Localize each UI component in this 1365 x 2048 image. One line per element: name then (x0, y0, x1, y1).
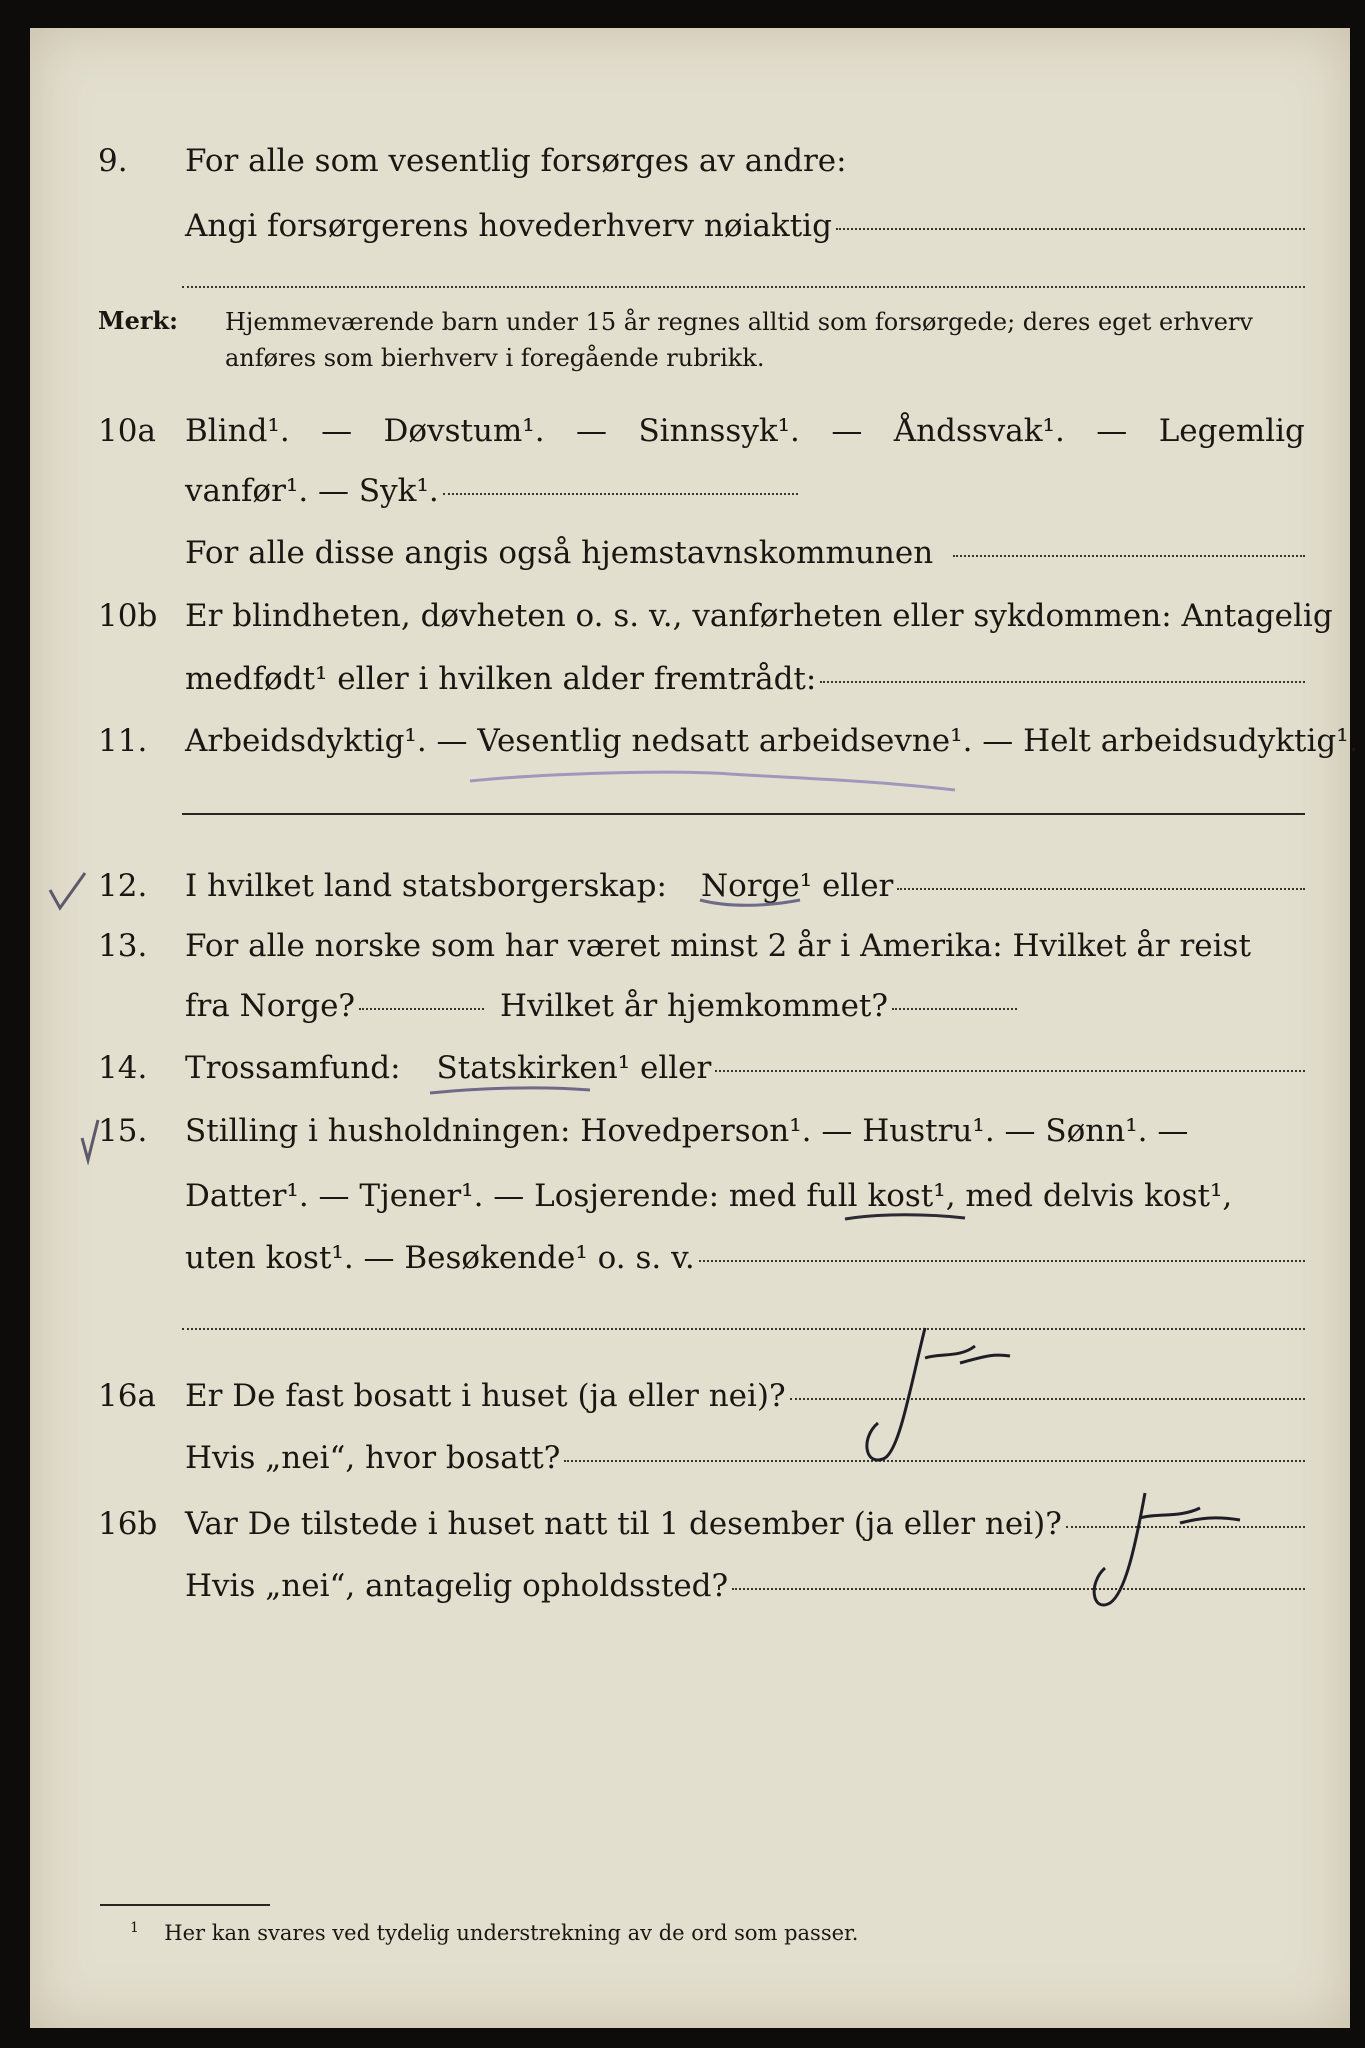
q10a-option[interactable]: Åndssvak¹. (893, 413, 1065, 449)
answer-16b-signature (1094, 1493, 1240, 1605)
q10a-separator: — (1096, 413, 1128, 449)
q10a-option[interactable]: Sinnssyk¹. (638, 413, 800, 449)
q13-right-label: Hvilket år hjemkommet? (500, 988, 889, 1024)
q15-line3: uten kost¹. — Besøkende¹ o. s. v. (185, 1240, 695, 1276)
q10a-separator: — (576, 413, 608, 449)
q12-norge[interactable]: Norge¹ eller (700, 868, 894, 904)
check-q15-mark (82, 1120, 98, 1160)
q11-text: Arbeidsdyktig¹. — Vesentlig nedsatt arbeidsevne¹. — Helt arbeidsudyktig¹. (185, 723, 1359, 759)
q10a-number: 10a (98, 413, 156, 449)
q10b-number: 10b (98, 598, 158, 634)
handwriting-layer (30, 28, 1359, 2028)
q10a-option[interactable]: Blind¹. (185, 413, 290, 449)
answer-16a-signature (867, 1328, 1010, 1460)
q15-number: 15. (98, 1113, 148, 1149)
q10a-separator: — (831, 413, 863, 449)
q12-number: 12. (98, 868, 148, 904)
q12-label: I hvilket land statsborgerskap: (185, 868, 667, 904)
q9-number: 9. (98, 143, 128, 179)
q9-provider-label: Angi forsørgerens hovederhverv nøiaktig (185, 208, 832, 244)
q16b-where-label: Hvis „nei“, antagelig opholdssted? (185, 1568, 729, 1604)
underline-q15-mark (845, 1215, 965, 1219)
q16a-number: 16a (98, 1378, 156, 1414)
q9-text: For alle som vesentlig forsørges av andre: (185, 143, 847, 179)
footnote-mark: 1 (130, 1920, 139, 1936)
q10a-separator: — (321, 413, 353, 449)
q15-text: Stilling i husholdningen: Hovedperson¹. — Hustru¹. — Sønn¹. — (185, 1113, 1189, 1149)
q13-number: 13. (98, 928, 148, 964)
census-form-page (30, 28, 1359, 2028)
q14-label: Trossamfund: (185, 1050, 401, 1086)
q15-line2: Datter¹. — Tjener¹. — Losjerende: med full kost¹, med delvis kost¹, (185, 1178, 1233, 1214)
q10a-option[interactable]: Legemlig (1158, 413, 1305, 449)
q13-left-label: fra Norge? (185, 988, 356, 1024)
q14-statskirken[interactable]: Statskirken¹ eller (436, 1050, 712, 1086)
q11-number: 11. (98, 723, 148, 759)
check-q12-mark (50, 873, 85, 908)
underline-q12-mark (700, 900, 800, 905)
footnote-text: Her kan svares ved tydelig understrekning av de ord som passer. (164, 1921, 859, 1945)
underline-q14-mark (430, 1088, 590, 1093)
q10b-text: Er blindheten, døvheten o. s. v., vanførheten eller sykdommen: Antagelig (185, 598, 1333, 634)
underline-q11-mark (470, 772, 955, 790)
q10a-line2: vanfør¹. — Syk¹. (185, 473, 439, 509)
merk-label: Merk: (98, 306, 178, 335)
q16a-where-label: Hvis „nei“, hvor bosatt? (185, 1440, 561, 1476)
q13-text: For alle norske som har været minst 2 år i Amerika: Hvilket år reist (185, 928, 1251, 964)
q16b-number: 16b (98, 1506, 158, 1542)
q16a-label: Er De fast bosatt i huset (ja eller nei)? (185, 1378, 786, 1414)
q10b-line2: medfødt¹ eller i hvilken alder fremtrådt: (185, 661, 817, 697)
q10a-option[interactable]: Døvstum¹. (383, 413, 545, 449)
merk-text: Hjemmeværende barn under 15 år regnes alltid som forsørgede; deres eget erhverv anføres som bierhverv i foregående rubrikk. (225, 308, 1253, 372)
q10a-home-label: For alle disse angis også hjemstavnskommunen (185, 535, 934, 571)
q14-number: 14. (98, 1050, 148, 1086)
q16b-label: Var De tilstede i huset natt til 1 desember (ja eller nei)? (185, 1506, 1062, 1542)
